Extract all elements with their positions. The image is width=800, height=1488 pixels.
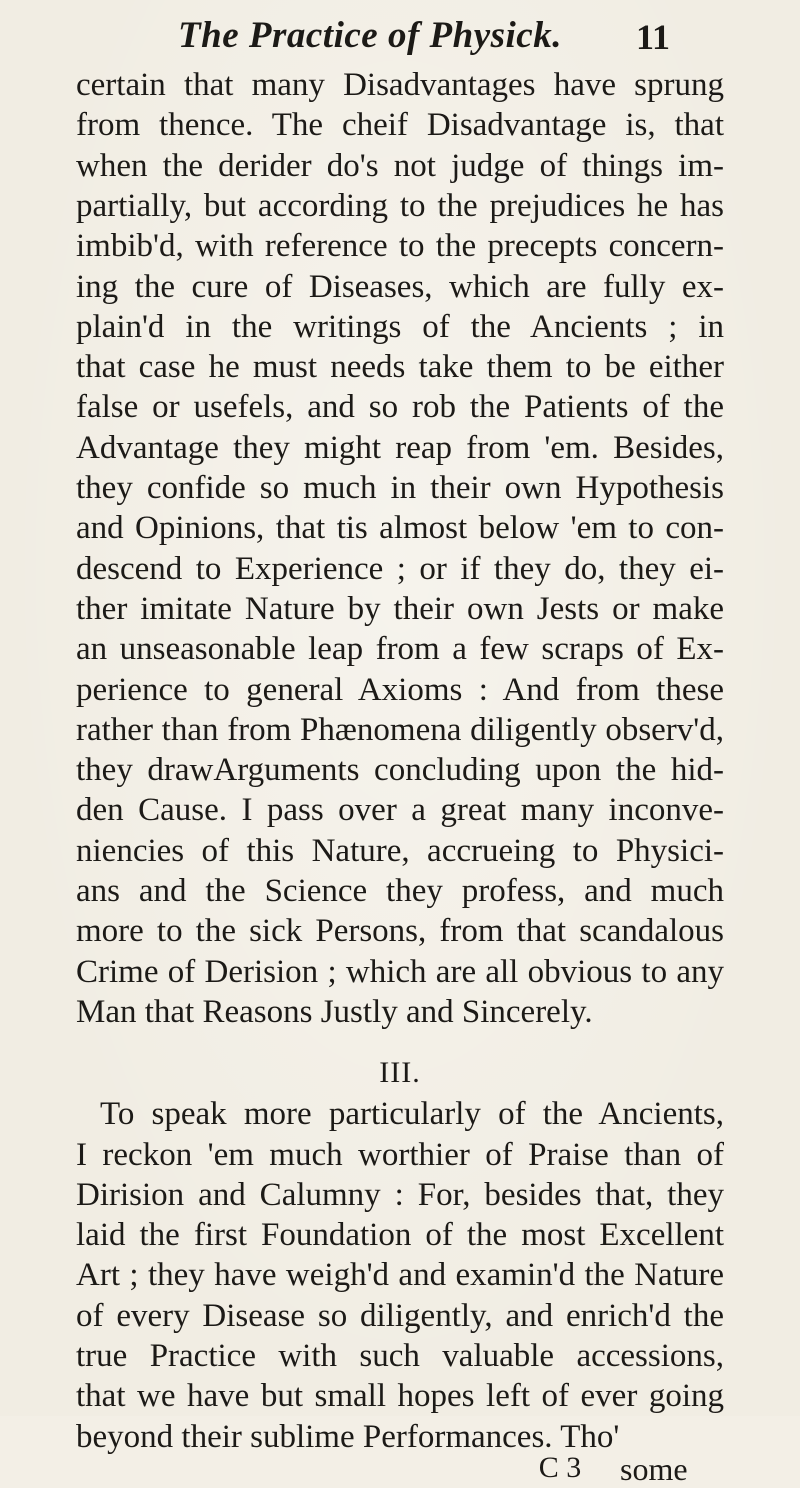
text-line: more to the sick Persons, from that scandalous [76, 913, 724, 950]
text-line: To speak more particularly of the Ancients, [100, 1096, 724, 1133]
page-header [110, 14, 670, 70]
text-line: certain that many Disadvantages have sprung [76, 67, 724, 103]
text-line: ing the cure of Diseases, which are fully ex- [76, 268, 724, 305]
text-line: laid the first Foundation of the most Excellent [76, 1217, 724, 1254]
catchword: some [620, 1450, 688, 1487]
text-line: Man that Reasons Justly and Sincerely. [76, 993, 593, 1030]
text-line: I reckon 'em much worthier of Praise than of [76, 1136, 724, 1173]
text-line: den Cause. I pass over a great many inconve- [76, 792, 724, 829]
text-line: and Opinions, that tis almost below 'em to con- [76, 510, 724, 547]
text-line: true Practice with such valuable accessions, [76, 1338, 724, 1374]
text-line: that case he must needs take them to be either [76, 349, 724, 386]
text-line: beyond their sublime Performances. Tho' [76, 1418, 620, 1455]
running-title: The Practice of Physick. [178, 15, 562, 56]
text-line: that we have but small hopes left of ever going [76, 1378, 724, 1415]
text-line: when the derider do's not judge of things im- [76, 147, 724, 184]
text-line: plain'd in the writings of the Ancients ; in [76, 308, 724, 345]
text-line: partially, but according to the prejudices he has [76, 187, 724, 224]
text-line: niencies of this Nature, accrueing to Physici- [76, 832, 724, 869]
text-line: ans and the Science they profess, and much [76, 873, 724, 909]
text-line: rather than from Phænomena diligently observ'd, [76, 711, 724, 748]
text-line: Art ; they have weigh'd and examin'd the Nature [76, 1257, 724, 1294]
text-line: they confide so much in their own Hypothesis [76, 470, 724, 506]
text-line: from thence. The cheif Disadvantage is, that [76, 107, 724, 144]
text-line: Crime of Derision ; which are all obvious to any [76, 953, 724, 990]
signature-mark: C 3 [538, 1450, 582, 1484]
text-line: Advantage they might reap from 'em. Besides, [76, 429, 724, 466]
text-line: an unseasonable leap from a few scraps of Ex- [76, 631, 724, 668]
text-line: imbib'd, with reference to the precepts concern- [76, 228, 724, 265]
page-number: 11 [635, 17, 670, 57]
text-line: false or usefels, and so rob the Patients of the [76, 389, 724, 426]
section-number: III. [379, 1056, 421, 1090]
text-line: of every Disease so diligently, and enrich'd the [76, 1297, 724, 1334]
text-line: they drawArguments concluding upon the hid- [76, 752, 724, 789]
text-line: perience to general Axioms : And from these [76, 671, 724, 708]
text-line: Dirision and Calumny : For, besides that, they [76, 1176, 724, 1213]
text-line: ther imitate Nature by their own Jests or make [76, 590, 724, 627]
text-line: descend to Experience ; or if they do, they ei- [76, 550, 724, 587]
